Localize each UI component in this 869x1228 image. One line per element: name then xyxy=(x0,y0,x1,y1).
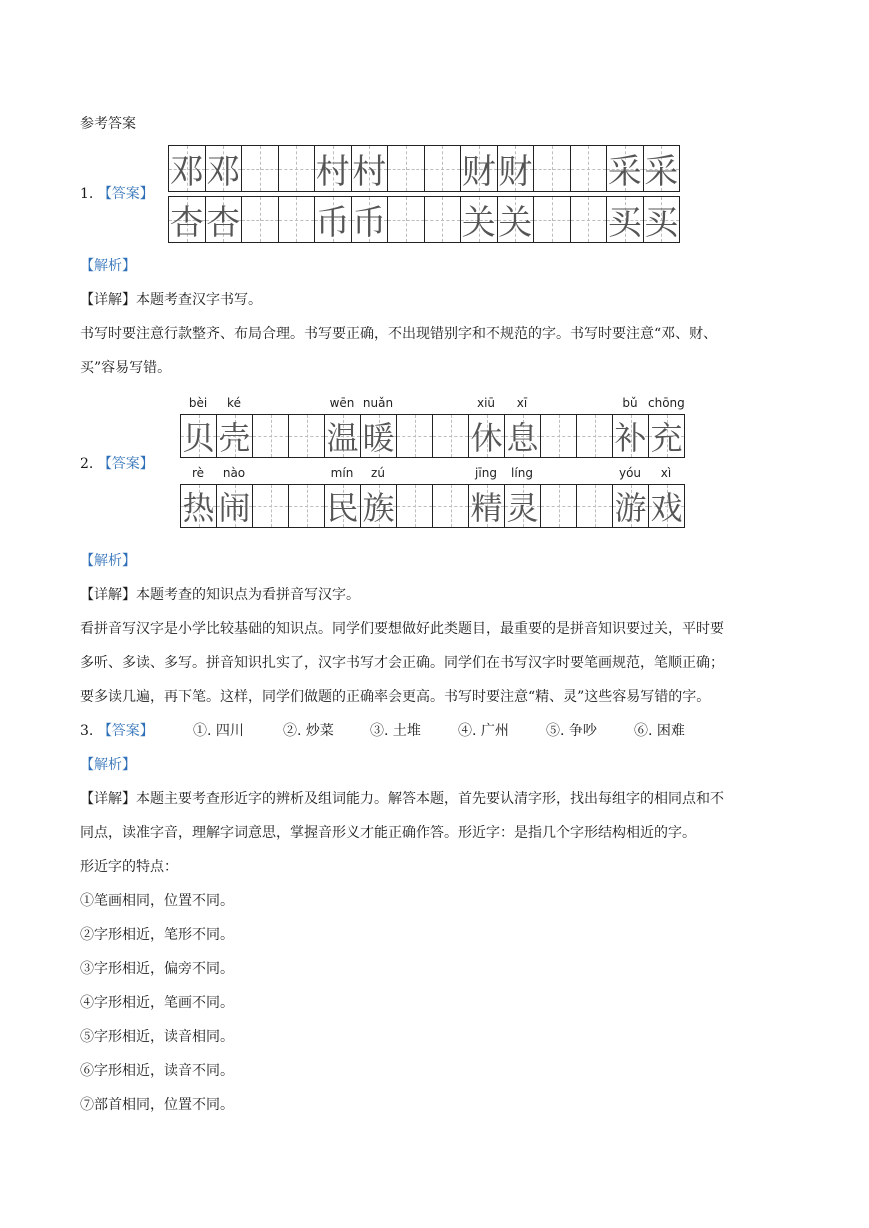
grid-cell xyxy=(613,414,649,458)
grid-cell xyxy=(242,196,279,243)
q3-answer-6: ⑥. 困难 xyxy=(634,723,685,739)
grid-character: 财 xyxy=(461,152,496,192)
q3-feature-1: ①笔画相同，位置不同。 xyxy=(80,893,234,909)
q2-paragraph-line-1: 看拼音写汉字是小学比较基础的知识点。同学们要想做好此类题目，最重要的是拼音知识要过关，平时要 xyxy=(80,621,724,637)
grid-cell xyxy=(388,145,425,192)
pinyin-label: líng xyxy=(511,466,533,480)
grid-cell xyxy=(361,414,397,458)
grid-cell xyxy=(181,414,217,458)
q2-pinyin-row-2 xyxy=(180,466,684,480)
grid-character: 热 xyxy=(182,489,215,527)
grid-cell xyxy=(649,414,685,458)
grid-cell xyxy=(169,145,206,192)
pinyin-label xyxy=(252,466,288,480)
grid-character: 杏 xyxy=(169,203,204,243)
grid-cell xyxy=(433,484,469,528)
grid-cell xyxy=(461,196,498,243)
q2-answer-tag: 【答案】 xyxy=(97,456,154,472)
pinyin-label: nào xyxy=(222,466,246,480)
grid-character: 壳 xyxy=(218,419,251,457)
grid-cell xyxy=(217,414,253,458)
grid-cell xyxy=(571,196,608,243)
grid-cell xyxy=(469,414,505,458)
pinyin-label: xiū xyxy=(476,396,496,410)
grid-cell xyxy=(461,145,498,192)
q3-answer-1: ①. 四川 xyxy=(193,723,244,739)
q1-paragraph-line-1: 书写时要注意行款整齐、布局合理。书写要正确，不出现错别字和不规范的字。书写时要注意“邓、财、 xyxy=(80,326,718,342)
q1-detail: 【详解】本题考查汉字书写。 xyxy=(80,292,262,308)
q3-answer-4: ④. 广州 xyxy=(458,723,509,739)
section-title: 参考答案 xyxy=(80,116,136,132)
q2-number: 2. xyxy=(80,456,94,472)
grid-cell xyxy=(253,484,289,528)
q1-analysis-tag: 【解析】 xyxy=(80,258,136,274)
grid-cell xyxy=(541,414,577,458)
pinyin-label xyxy=(432,396,468,410)
grid-cell xyxy=(607,196,644,243)
pinyin-label: bèi xyxy=(188,396,208,410)
grid-cell xyxy=(253,414,289,458)
grid-cell xyxy=(505,484,541,528)
grid-character: 充 xyxy=(650,419,683,457)
q2-pinyin-row-1 xyxy=(180,396,684,410)
grid-cell xyxy=(534,196,571,243)
q3-answer-5: ⑤. 争吵 xyxy=(546,723,597,739)
q1-answer-tag: 【答案】 xyxy=(97,186,154,202)
grid-character: 戏 xyxy=(650,489,683,527)
grid-character: 暖 xyxy=(362,419,395,457)
q3-detail-line-2: 同点，读准字音，理解字词意思，掌握音形义才能正确作答。形近字：是指几个字形结构相近的字。 xyxy=(80,825,696,841)
grid-cell xyxy=(361,484,397,528)
grid-cell xyxy=(279,145,316,192)
q3-feature-5: ⑤字形相近，读音相同。 xyxy=(80,1029,234,1045)
grid-character: 补 xyxy=(614,419,647,457)
grid-cell xyxy=(242,145,279,192)
grid-character: 邓 xyxy=(169,152,204,192)
grid-character: 村 xyxy=(352,152,387,192)
pinyin-label xyxy=(432,466,468,480)
grid-character: 灵 xyxy=(506,489,539,527)
grid-cell xyxy=(325,484,361,528)
grid-character: 精 xyxy=(470,489,503,527)
grid-cell xyxy=(644,145,681,192)
grid-cell xyxy=(352,196,389,243)
grid-character: 闹 xyxy=(218,489,251,527)
q3-analysis-tag: 【解析】 xyxy=(80,757,136,773)
grid-cell xyxy=(469,484,505,528)
grid-cell xyxy=(397,414,433,458)
q3-features-title: 形近字的特点： xyxy=(80,859,178,875)
grid-cell xyxy=(571,145,608,192)
q3-label xyxy=(80,721,154,741)
pinyin-label: xì xyxy=(660,466,672,480)
pinyin-label xyxy=(288,396,324,410)
q3-feature-2: ②字形相近，笔形不同。 xyxy=(80,927,234,943)
grid-character: 休 xyxy=(470,419,503,457)
pinyin-label: jīng xyxy=(475,466,497,480)
grid-cell xyxy=(534,145,571,192)
pinyin-label: rè xyxy=(191,466,205,480)
q1-label xyxy=(80,184,154,204)
grid-cell xyxy=(498,196,535,243)
q2-grid-row-1 xyxy=(180,414,685,458)
grid-character: 买 xyxy=(607,203,642,243)
grid-character: 村 xyxy=(315,152,350,192)
pinyin-label xyxy=(576,396,612,410)
grid-character: 采 xyxy=(607,152,642,192)
pinyin-label: yóu xyxy=(618,466,642,480)
grid-cell xyxy=(541,484,577,528)
pinyin-label: bǔ xyxy=(622,396,638,410)
q2-paragraph-line-2: 多听、多读、多写。拼音知识扎实了，汉字书写才会正确。同学们在书写汉字时要笔画规范，笔顺正确； xyxy=(80,655,724,671)
grid-cell xyxy=(607,145,644,192)
grid-cell xyxy=(498,145,535,192)
grid-cell xyxy=(169,196,206,243)
grid-cell xyxy=(325,414,361,458)
q1-paragraph-line-2: 买”容易写错。 xyxy=(80,360,172,376)
pinyin-label: xī xyxy=(516,396,528,410)
pinyin-label: zú xyxy=(371,466,385,480)
grid-character: 贝 xyxy=(182,419,215,457)
grid-character: 采 xyxy=(644,152,679,192)
q3-feature-4: ④字形相近，笔画不同。 xyxy=(80,995,234,1011)
grid-cell xyxy=(181,484,217,528)
q2-analysis-tag: 【解析】 xyxy=(80,553,136,569)
grid-cell xyxy=(388,196,425,243)
q2-paragraph-line-3: 要多读几遍，再下笔。这样，同学们做题的正确率会更高。书写时要注意“精、灵”这些容易写错的字。 xyxy=(80,689,711,705)
grid-character: 息 xyxy=(506,419,539,457)
pinyin-label: wēn xyxy=(329,396,355,410)
grid-cell xyxy=(217,484,253,528)
q1-grid-row-2 xyxy=(168,196,680,243)
q2-label xyxy=(80,454,154,474)
grid-cell xyxy=(206,145,243,192)
grid-cell xyxy=(644,196,681,243)
grid-character: 关 xyxy=(461,203,496,243)
pinyin-label xyxy=(396,396,432,410)
q3-feature-3: ③字形相近，偏旁不同。 xyxy=(80,961,234,977)
pinyin-label xyxy=(288,466,324,480)
pinyin-label: mín xyxy=(330,466,354,480)
q3-answer-tag: 【答案】 xyxy=(97,723,154,739)
grid-cell xyxy=(649,484,685,528)
grid-character: 杏 xyxy=(206,203,241,243)
grid-character: 民 xyxy=(326,489,359,527)
grid-cell xyxy=(352,145,389,192)
grid-cell xyxy=(279,196,316,243)
q3-answer-2: ②. 炒菜 xyxy=(283,723,334,739)
pinyin-label xyxy=(540,396,576,410)
pinyin-label xyxy=(252,396,288,410)
grid-cell xyxy=(289,484,325,528)
grid-character: 温 xyxy=(326,419,359,457)
pinyin-label: ké xyxy=(227,396,241,410)
q3-feature-7: ⑦部首相同，位置不同。 xyxy=(80,1097,234,1113)
q2-grid-row-2 xyxy=(180,484,685,528)
grid-cell xyxy=(206,196,243,243)
pinyin-label xyxy=(576,466,612,480)
grid-character: 游 xyxy=(614,489,647,527)
pinyin-label: nuǎn xyxy=(362,396,394,410)
pinyin-label xyxy=(396,466,432,480)
grid-character: 邓 xyxy=(206,152,241,192)
pinyin-label: chōng xyxy=(648,396,685,410)
grid-cell xyxy=(315,145,352,192)
grid-cell xyxy=(433,414,469,458)
grid-cell xyxy=(425,145,462,192)
grid-cell xyxy=(315,196,352,243)
grid-cell xyxy=(613,484,649,528)
q1-number: 1. xyxy=(80,186,94,202)
pinyin-label xyxy=(540,466,576,480)
q3-answer-3: ③. 土堆 xyxy=(370,723,421,739)
grid-character: 币 xyxy=(352,203,387,243)
q3-detail-line-1: 【详解】本题主要考查形近字的辨析及组词能力。解答本题，首先要认清字形，找出每组字的相同点和不 xyxy=(80,791,724,807)
grid-cell xyxy=(289,414,325,458)
grid-character: 财 xyxy=(498,152,533,192)
grid-character: 币 xyxy=(315,203,350,243)
grid-character: 族 xyxy=(362,489,395,527)
q2-detail: 【详解】本题考查的知识点为看拼音写汉字。 xyxy=(80,587,360,603)
grid-cell xyxy=(505,414,541,458)
grid-character: 买 xyxy=(644,203,679,243)
q3-feature-6: ⑥字形相近，读音不同。 xyxy=(80,1063,234,1079)
grid-cell xyxy=(577,414,613,458)
grid-cell xyxy=(397,484,433,528)
grid-cell xyxy=(425,196,462,243)
grid-cell xyxy=(577,484,613,528)
grid-character: 关 xyxy=(498,203,533,243)
q3-number: 3. xyxy=(80,723,94,739)
q1-grid-row-1 xyxy=(168,145,680,192)
